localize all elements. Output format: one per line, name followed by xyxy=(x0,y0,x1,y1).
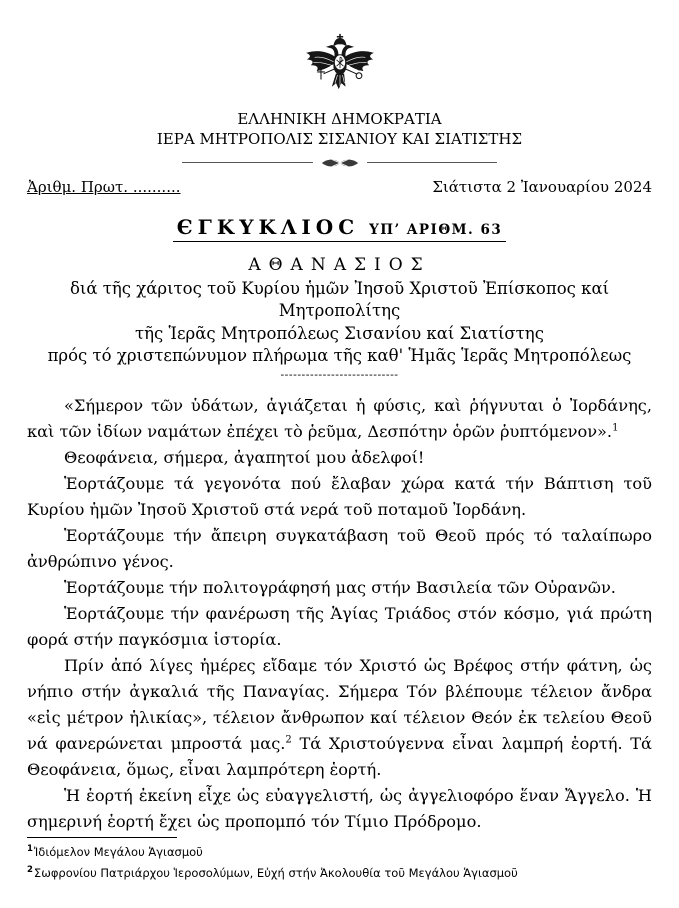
footnote-marker: 2 xyxy=(27,865,33,876)
author-subtitle-line: Μητροπολίτης xyxy=(278,301,401,321)
divider-ornament-icon xyxy=(319,157,361,169)
dashed-separator: ---------------------------- xyxy=(280,367,399,381)
divider-line-right xyxy=(367,162,498,163)
protocol-number-field: Ἀριθμ. Πρωτ. .......... xyxy=(27,177,181,196)
footnote-item: $^2$Σωφρονίου Πατριάρχου Ἱεροσολύμων, Εὐχή στήν Ἀκολουθία τοῦ Μεγάλου Ἁγιασμοῦ xyxy=(27,865,518,881)
author-subtitle-line: διά τῆς χάριτος τοῦ Κυρίου ἡμῶν Ἰησοῦ Χριστοῦ Ἐπίσκοπος καί xyxy=(69,278,610,298)
double-headed-eagle-icon xyxy=(302,30,378,110)
body-paragraph: Ἡ ἑορτή ἐκείνη εἶχε ὡς εὐαγγελιστή, ὡς ἀγγελιοφόρο ἕναν Ἄγγελο. Ἡ σημερινή ἑορτή ἔχει ὡς προπομπό τόν Τίμιο Πρόδρομο. xyxy=(27,785,652,831)
author-subtitle-block xyxy=(27,278,652,380)
body-paragraph: Θεοφάνεια, σήμερα, ἀγαπητοί μου ἀδελφοί! xyxy=(64,447,425,467)
divider-line-left xyxy=(182,162,313,163)
body-paragraph: Ἑορτάζουμε τήν ἄπειρη συγκατάβαση τοῦ Θεοῦ πρός τό ταλαίπωρο ἀνθρώπινο γένος. xyxy=(27,525,652,571)
header-divider xyxy=(182,157,497,169)
body-paragraph: «Σήμερον τῶν ὑδάτων, ἁγιάζεται ἡ φύσις, καὶ ῥήγνυται ὁ Ἰορδάνης, καὶ τῶν ἰδίων ναμάτων ἐπέχει τὸ ῥεῦμα, Δεσπότην ὁρῶν ῥυπτόμενον».$^1$ xyxy=(27,395,652,441)
footnote-marker: 1 xyxy=(27,843,33,854)
author-subtitle-line: τῆς Ἱερᾶς Μητροπόλεως Σισανίου καί Σιατίστης xyxy=(135,323,544,343)
footnote-item: $^1$Ἰδιόμελον Μεγάλου Ἁγιασμοῦ xyxy=(27,843,203,859)
footnotes xyxy=(27,837,652,886)
body xyxy=(27,393,652,835)
body-paragraph: Ἑορτάζουμε τά γεγονότα πού ἔλαβαν χώρα κατά τήν Βάπτιση τοῦ Κυρίου ἡμῶν Ἰησοῦ Χριστοῦ στά νερά τοῦ ποταμοῦ Ἰορδάνη. xyxy=(27,473,652,519)
letterhead-metropolis: ΙΕΡΑ ΜΗΤΡΟΠΟΛΙΣ ΣΙΣΑΝΙΟΥ ΚΑΙ ΣΙΑΤΙΣΤΗΣ xyxy=(156,129,523,148)
footnote-ref: 1 xyxy=(612,422,619,434)
body-paragraph: Ἑορτάζουμε τήν φανέρωση τῆς Ἁγίας Τριάδος στόν κόσμο, γιά πρώτη φορά στήν παγκόσμια ἱστορία. xyxy=(27,603,652,649)
encyclical-title-word: ЄΓΚΥΚΛΙΟC xyxy=(176,214,360,239)
place-date: Σιάτιστα 2 Ἰανουαρίου 2024 xyxy=(432,177,652,196)
body-paragraph: Πρίν ἀπό λίγες ἡμέρες εἴδαμε τόν Χριστό ὡς Βρέφος στήν φάτνη, ὡς νήπιο στήν ἀγκαλιά τῆς Παναγίας. Σήμερα Τόν βλέπουμε τέλειον ἄνδρα «εἰς μέτρον ἡλικίας», τέλειον ἄνθρωπον καί τέλειον Θεόν ἐκ τελείου Θεοῦ νά φανερώνεται μπροστά μας.$^2$ Τά Χριστούγεννα εἶναι λαμπρή ἑορτή. Τά Θεοφάνεια, ὅμως, εἶναι λαμπρότερη ἑορτή. xyxy=(27,655,652,779)
letterhead-country: ΕΛΛΗΝΙΚΗ ΔΗΜΟΚΡΑΤΙΑ xyxy=(237,110,442,128)
encyclical-title-number: ΥΠ’ ΑΡΙΘΜ. 63 xyxy=(369,221,503,238)
body-paragraph: Ἑορτάζουμε τήν πολιτογράφησή μας στήν Βασιλεία τῶν Οὐρανῶν. xyxy=(64,577,616,597)
author-subtitle-line: πρός τό χριστεπώνυμον πλήρωμα τῆς καθ' Ἡμᾶς Ἱερᾶς Μητροπόλεως xyxy=(47,346,632,366)
footnote-rule xyxy=(27,837,177,838)
meta-row xyxy=(27,178,652,196)
encyclical-title xyxy=(27,215,652,242)
bishop-name: ΑΘΑΝΑΣΙΟΣ xyxy=(248,254,431,275)
footnote-ref: 2 xyxy=(285,734,292,746)
